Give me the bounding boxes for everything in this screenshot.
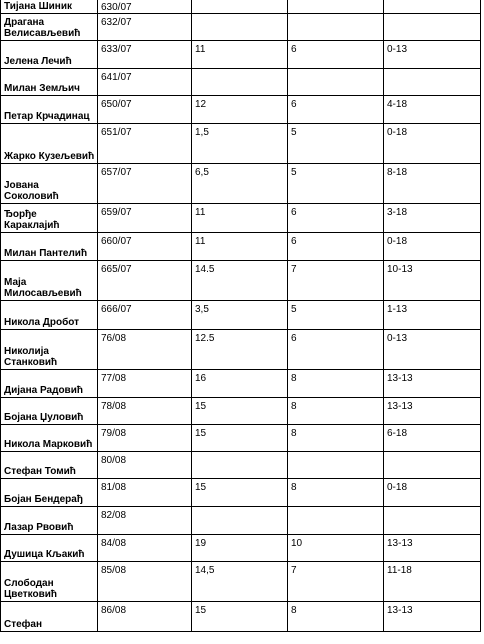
points-cell [192, 14, 288, 41]
points-cell: 1,5 [192, 124, 288, 164]
student-name-cell: Јелена Лечић [1, 41, 98, 69]
table-row [1, 204, 481, 233]
index-number-cell: 630/07 [98, 0, 192, 14]
score-range-cell [384, 452, 481, 479]
index-number-cell: 84/08 [98, 535, 192, 562]
grade-cell: 6 [288, 204, 384, 233]
student-name-cell: Петар Крчадинац [1, 96, 98, 124]
score-range-cell: 0-13 [384, 41, 481, 69]
score-range-cell: 4-18 [384, 96, 481, 124]
score-range-cell: 0-18 [384, 233, 481, 261]
index-number-cell: 633/07 [98, 41, 192, 69]
index-number-cell: 86/08 [98, 602, 192, 632]
table-row [1, 562, 481, 602]
table-row [1, 261, 481, 301]
score-range-cell: 13-13 [384, 398, 481, 425]
grade-cell: 8 [288, 479, 384, 507]
student-name-cell: Драгана Велисављевић [1, 14, 98, 41]
student-name-cell: Маја Милосављевић [1, 261, 98, 301]
points-cell: 6,5 [192, 164, 288, 204]
grade-cell: 10 [288, 535, 384, 562]
table-row [1, 233, 481, 261]
grade-cell: 6 [288, 233, 384, 261]
points-cell: 14.5 [192, 261, 288, 301]
score-range-cell: 0-18 [384, 479, 481, 507]
table-row [1, 507, 481, 535]
table-row [1, 164, 481, 204]
table-row [1, 370, 481, 398]
table-row [1, 535, 481, 562]
score-range-cell: 1-13 [384, 301, 481, 330]
points-cell: 15 [192, 398, 288, 425]
grade-cell: 8 [288, 370, 384, 398]
student-name-cell: Милан Пантелић [1, 233, 98, 261]
table-row [1, 425, 481, 452]
index-number-cell: 632/07 [98, 14, 192, 41]
index-number-cell: 77/08 [98, 370, 192, 398]
grade-cell: 6 [288, 96, 384, 124]
score-range-cell: 8-18 [384, 164, 481, 204]
points-cell: 11 [192, 204, 288, 233]
student-name-cell: Никола Дробот [1, 301, 98, 330]
score-range-cell [384, 14, 481, 41]
grade-cell: 8 [288, 398, 384, 425]
score-range-cell [384, 0, 481, 14]
points-cell: 3,5 [192, 301, 288, 330]
table-row [1, 330, 481, 370]
points-cell [192, 452, 288, 479]
grades-table-body [1, 0, 481, 632]
score-range-cell: 0-13 [384, 330, 481, 370]
score-range-cell: 11-18 [384, 562, 481, 602]
index-number-cell: 81/08 [98, 479, 192, 507]
score-range-cell [384, 507, 481, 535]
points-cell: 15 [192, 425, 288, 452]
student-name-cell: Стефан Томић [1, 452, 98, 479]
grade-cell: 5 [288, 124, 384, 164]
student-name-cell: Бојан Бендерађ [1, 479, 98, 507]
table-row [1, 602, 481, 632]
student-name-cell: Никола Марковић [1, 425, 98, 452]
student-name-cell: Николија Станковић [1, 330, 98, 370]
grade-cell: 6 [288, 330, 384, 370]
grade-cell [288, 14, 384, 41]
table-row [1, 96, 481, 124]
student-name-cell: Жарко Кузељевић [1, 124, 98, 164]
student-name-cell: Тијана Шиник [1, 0, 98, 14]
table-row [1, 0, 481, 14]
grade-cell: 5 [288, 301, 384, 330]
table-row [1, 398, 481, 425]
grade-cell: 7 [288, 261, 384, 301]
student-name-cell: Милан Земљич [1, 69, 98, 96]
score-range-cell: 13-13 [384, 370, 481, 398]
points-cell: 14,5 [192, 562, 288, 602]
index-number-cell: 660/07 [98, 233, 192, 261]
index-number-cell: 79/08 [98, 425, 192, 452]
index-number-cell: 659/07 [98, 204, 192, 233]
points-cell: 11 [192, 41, 288, 69]
points-cell: 16 [192, 370, 288, 398]
index-number-cell: 650/07 [98, 96, 192, 124]
index-number-cell: 85/08 [98, 562, 192, 602]
index-number-cell: 80/08 [98, 452, 192, 479]
student-name-cell: Лазар Рвовић [1, 507, 98, 535]
score-range-cell [384, 69, 481, 96]
student-name-cell: Бојана Џуловић [1, 398, 98, 425]
score-range-cell: 6-18 [384, 425, 481, 452]
grade-cell [288, 507, 384, 535]
points-cell: 11 [192, 233, 288, 261]
index-number-cell: 641/07 [98, 69, 192, 96]
grade-cell: 8 [288, 425, 384, 452]
grade-cell: 8 [288, 602, 384, 632]
grade-cell [288, 0, 384, 14]
table-row [1, 124, 481, 164]
student-name-cell: Стефан [1, 602, 98, 632]
table-row [1, 452, 481, 479]
points-cell [192, 0, 288, 14]
student-name-cell: Слободан Цветковић [1, 562, 98, 602]
grade-cell [288, 452, 384, 479]
index-number-cell: 665/07 [98, 261, 192, 301]
score-range-cell: 13-13 [384, 535, 481, 562]
grade-cell: 7 [288, 562, 384, 602]
index-number-cell: 76/08 [98, 330, 192, 370]
points-cell: 15 [192, 602, 288, 632]
points-cell [192, 69, 288, 96]
table-row [1, 41, 481, 69]
points-cell: 12 [192, 96, 288, 124]
table-row [1, 69, 481, 96]
table-row [1, 14, 481, 41]
student-name-cell: Дијана Радовић [1, 370, 98, 398]
student-name-cell: Ђорђе Караклајић [1, 204, 98, 233]
table-row [1, 301, 481, 330]
points-cell: 15 [192, 479, 288, 507]
points-cell: 12.5 [192, 330, 288, 370]
table-row [1, 479, 481, 507]
student-name-cell: Душица Кљакић [1, 535, 98, 562]
index-number-cell: 82/08 [98, 507, 192, 535]
index-number-cell: 666/07 [98, 301, 192, 330]
student-name-cell: Јована Соколовић [1, 164, 98, 204]
grade-cell: 5 [288, 164, 384, 204]
index-number-cell: 651/07 [98, 124, 192, 164]
score-range-cell: 3-18 [384, 204, 481, 233]
score-range-cell: 13-13 [384, 602, 481, 632]
index-number-cell: 657/07 [98, 164, 192, 204]
grade-cell [288, 69, 384, 96]
grade-cell: 6 [288, 41, 384, 69]
score-range-cell: 10-13 [384, 261, 481, 301]
score-range-cell: 0-18 [384, 124, 481, 164]
points-cell: 19 [192, 535, 288, 562]
index-number-cell: 78/08 [98, 398, 192, 425]
points-cell [192, 507, 288, 535]
